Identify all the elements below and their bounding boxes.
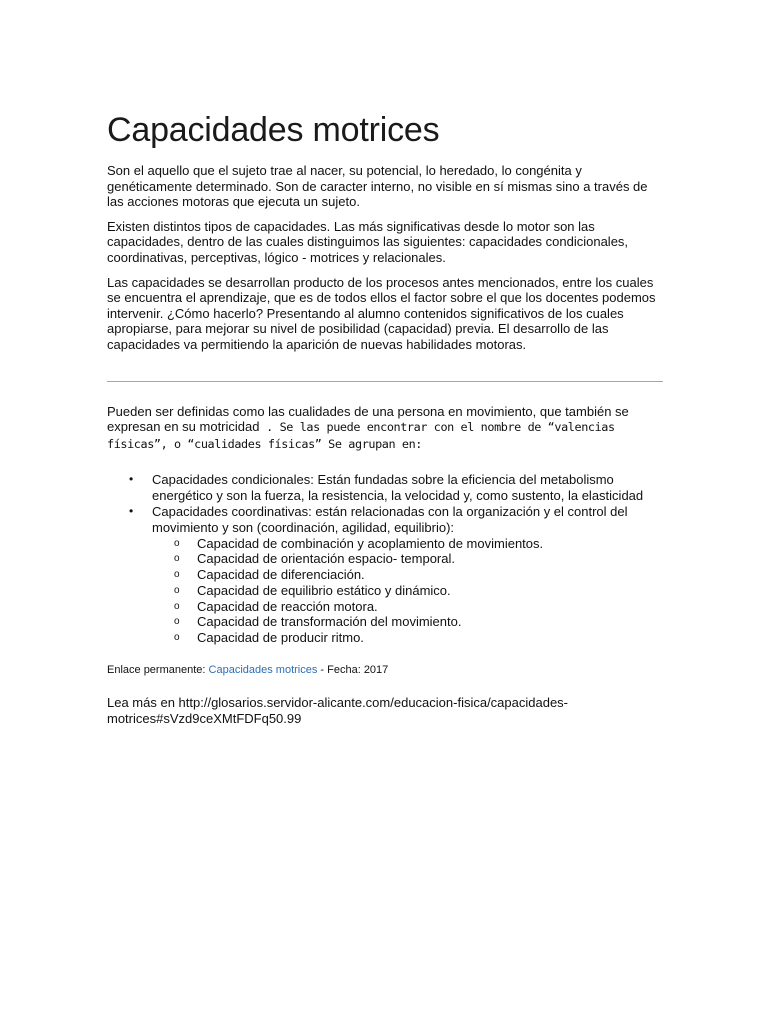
- circle-bullet-icon: o: [174, 537, 180, 549]
- sublist-item-text: Capacidad de equilibrio estático y dinámico.: [197, 582, 451, 598]
- sublist-item: [152, 536, 663, 552]
- paragraph-types: Existen distintos tipos de capacidades. Las más significativas desde lo motor son las capacidades, dentro de las cuales distinguimos las siguientes: capacidades condicionales, coordinativas, perceptivas, lógico - motrices y relacionales.: [107, 218, 629, 265]
- circle-bullet-icon: o: [174, 569, 180, 581]
- sublist-item-text: Capacidad de transformación del movimiento.: [197, 614, 462, 630]
- permalink-link[interactable]: Capacidades motrices: [208, 664, 318, 677]
- coordinative-sublist: [152, 536, 663, 647]
- permalink-line: [107, 663, 663, 677]
- sublist-item: [152, 599, 663, 615]
- sublist-item: [152, 567, 663, 583]
- circle-bullet-icon: o: [174, 553, 180, 565]
- list-item-coordinativas: [107, 504, 663, 646]
- circle-bullet-icon: o: [174, 616, 180, 628]
- definition-text-start: Pueden ser definidas como las cualidades de una persona en movimiento, que también se expresan en su motricidad: [107, 403, 629, 435]
- list-item-text: Capacidades condicionales: Están fundadas sobre la eficiencia del metabolismo energético y son la fuerza, la resistencia, la velocidad y, como sustento, la elasticidad: [152, 472, 644, 504]
- horizontal-divider: [107, 381, 663, 382]
- sublist-item: [152, 551, 663, 567]
- paragraph-definition: Son el aquello que el sujeto trae al nacer, su potencial, lo heredado, lo congénita y genéticamente determinado. Son de caracter interno, no visible en sí mismas sino a través de las acciones motoras que ejecuta un sujeto.: [107, 163, 648, 210]
- circle-bullet-icon: o: [174, 584, 180, 596]
- list-item-text: Capacidades coordinativas: están relacionadas con la organización y el control del movimiento y son (coordinación, agilidad, equilibrio):: [152, 503, 628, 535]
- definition-text-end: . Se las puede encontrar con el nombre de “valencias físicas”, o “cualidades físicas” Se agrupan en:: [107, 420, 615, 451]
- sublist-item: [152, 583, 663, 599]
- read-more-text: Lea más en http://glosarios.servidor-alicante.com/educacion-fisica/capacidades-motrices#sVzd9ceXMtFDFq50.99: [107, 695, 569, 726]
- capacities-list: [107, 472, 663, 646]
- sublist-item-text: Capacidad de reacción motora.: [197, 598, 378, 614]
- permalink-date: - Fecha: 2017: [317, 664, 389, 677]
- permalink-prefix: Enlace permanente:: [107, 664, 209, 677]
- sublist-item-text: Capacidad de combinación y acoplamiento de movimientos.: [197, 535, 544, 551]
- sublist-item: [152, 630, 663, 646]
- circle-bullet-icon: o: [174, 632, 180, 644]
- list-item-condicionales: [107, 472, 663, 504]
- circle-bullet-icon: o: [174, 600, 180, 612]
- bullet-icon: •: [129, 503, 134, 518]
- bullet-icon: •: [129, 472, 134, 487]
- sublist-item-text: Capacidad de orientación espacio- temporal.: [197, 551, 455, 567]
- sublist-item: [152, 614, 663, 630]
- definition-paragraph: [107, 404, 663, 453]
- sublist-item-text: Capacidad de producir ritmo.: [197, 630, 364, 646]
- page-title: Capacidades motrices: [107, 111, 440, 149]
- paragraph-development: Las capacidades se desarrollan producto de los procesos antes mencionados, entre los cuales se encuentra el aprendizaje, que es de todos ellos el factor sobre el que los docentes podemos intervenir. ¿Cómo hacerlo? Presentando al alumno contenidos significativos de los cuales apropiarse, para mejorar su nivel de posibilidad (capacidad) previa. El desarrollo de las capacidades va permitiendo la aparición de nuevas habilidades motoras.: [107, 274, 656, 352]
- sublist-item-text: Capacidad de diferenciación.: [197, 567, 365, 583]
- document-page: [107, 110, 663, 726]
